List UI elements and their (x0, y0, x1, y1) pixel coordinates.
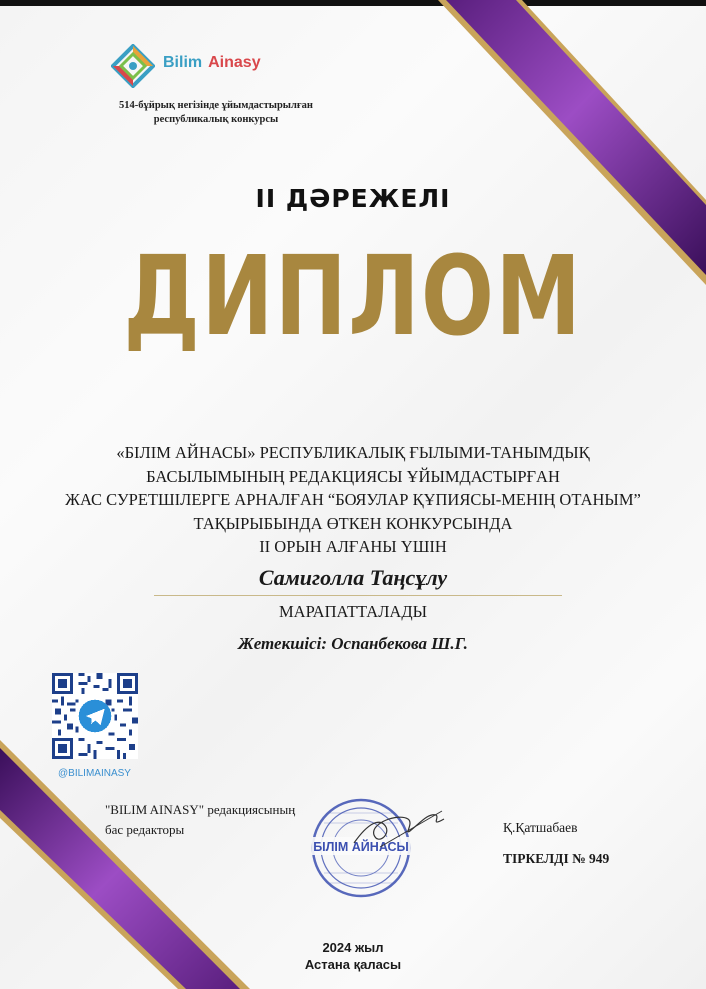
signature-icon (350, 805, 450, 855)
contest-subtitle (96, 99, 336, 127)
stamp-text: БІЛІМ АЙНАСЫ (313, 840, 409, 854)
bilim-ainasy-logo-icon (111, 44, 155, 88)
brand-name-part1: Bilim (163, 54, 203, 71)
degree-heading: II ДӘРЕЖЕЛІ (255, 184, 451, 213)
body-line-1: «БІЛІМ АЙНАСЫ» РЕСПУБЛИКАЛЫҚ ҒЫЛЫМИ-ТАНЫМДЫҚ (116, 443, 590, 462)
subtitle-line1: 514-бұйрық негізінде ұйымдастырылған (119, 100, 313, 111)
issue-city: Астана қаласы (304, 957, 402, 972)
issue-date-place (0, 939, 706, 973)
brand-name (163, 54, 261, 72)
recipient-underline (154, 595, 562, 596)
issue-year: 2024 жыл (322, 940, 384, 955)
subtitle-line2: республикалық конкурсы (153, 114, 279, 125)
awarded-text: МАРАПАТТАЛАДЫ (279, 602, 427, 621)
signer-name: Қ.Қатшабаев (503, 820, 578, 835)
social-handle: @BILIMAINASY (58, 768, 131, 779)
registration-number: ТІРКЕЛДІ № 949 (503, 851, 610, 866)
qr-code-icon (52, 673, 138, 759)
award-description (40, 441, 666, 559)
brand-name-part2: Ainasy (208, 54, 261, 71)
editor-line2: бас редакторы (105, 822, 185, 837)
diploma-title: ДИПЛОМ (123, 232, 583, 360)
editor-line1: "BILIM AINASY" редакциясының (105, 802, 296, 817)
body-line-2: БАСЫЛЫМЫНЫҢ РЕДАКЦИЯСЫ ҰЙЫМДАСТЫРҒАН (146, 466, 560, 486)
body-line-4: ТАҚЫРЫБЫНДА ӨТКЕН КОНКУРСЫНДА (193, 513, 513, 533)
editor-title (105, 800, 295, 840)
body-line-3: ЖАС СУРЕТШІЛЕРГЕ АРНАЛҒАН “БОЯУЛАР ҚҰПИЯСЫ-МЕНІҢ ОТАНЫМ” (65, 490, 641, 509)
body-line-5: II ОРЫН АЛҒАНЫ ҮШІН (259, 537, 447, 556)
recipient-name: Самиголла Таңсұлу (258, 565, 448, 590)
supervisor-line: Жетекшісі: Оспанбекова Ш.Г. (238, 634, 468, 653)
